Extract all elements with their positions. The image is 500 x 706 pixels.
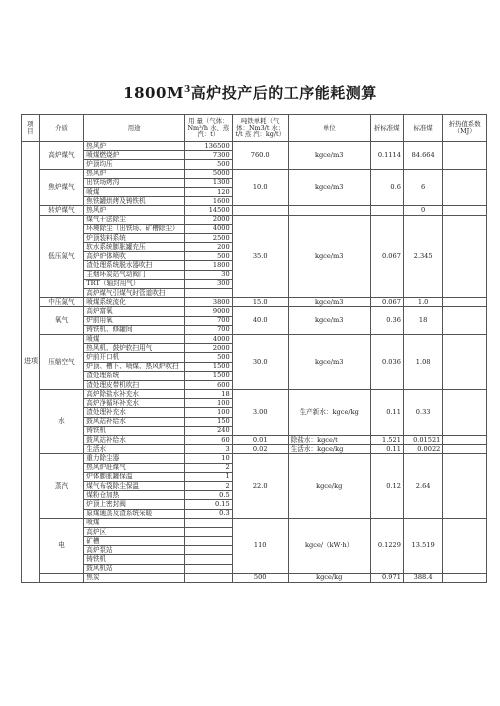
table-row: [22, 307, 487, 316]
amount-cell: [184, 527, 232, 536]
header-amount: 用 量（气体：Nm³/h 水、蒸汽：t）: [184, 115, 232, 142]
coef-cell: 0.067: [370, 215, 403, 298]
amount-cell: 0.5: [184, 491, 232, 500]
coef-cell: 0.36: [370, 307, 403, 335]
use-cell: 喷煤: [84, 334, 185, 343]
use-cell: 渣处理补充水: [84, 408, 185, 417]
std-coal-cell: 6: [403, 169, 442, 206]
std-coal-cell: 18: [403, 307, 442, 335]
use-cell: 渣处理系统脱水器吹扫: [84, 261, 185, 270]
amount-cell: 300: [184, 279, 232, 288]
amount-cell: 2000: [184, 215, 232, 224]
amount-cell: 60: [184, 436, 232, 445]
coef-cell: 0.1114: [370, 142, 403, 170]
use-cell: 高炉煤气引煤气时管道吹扫: [84, 289, 185, 298]
use-cell: 炉前用氧: [84, 316, 185, 325]
heat-coef-cell: [443, 215, 487, 298]
amount-cell: 14500: [184, 206, 232, 215]
use-cell: 喷煤燃烧炉: [84, 151, 185, 160]
unit-cell: kgce/m3: [288, 215, 370, 298]
amount-cell: 9000: [184, 307, 232, 316]
amount-cell: 1500: [184, 362, 232, 371]
header-medium: 介质: [39, 115, 84, 142]
unit-cell: kgce/kg: [288, 573, 370, 582]
amount-cell: 0.3: [184, 509, 232, 518]
unit-consumption-cell: 110: [232, 518, 288, 573]
amount-cell: 3800: [184, 298, 232, 307]
unit-consumption-cell: 22.0: [232, 454, 288, 518]
unit-cell: kgce/m3: [288, 334, 370, 389]
std-coal-cell: 0.01521: [403, 436, 442, 445]
table-row: [22, 142, 487, 151]
std-coal-cell: 0.0022: [403, 445, 442, 454]
unit-cell: [288, 206, 370, 215]
std-coal-cell: 2.64: [403, 454, 442, 518]
unit-cell: kgce/m3: [288, 307, 370, 335]
amount-cell: 18: [184, 390, 232, 399]
std-coal-cell: 1.08: [403, 334, 442, 389]
medium-cell: 转炉煤气: [39, 206, 84, 215]
amount-cell: 3: [184, 445, 232, 454]
table-row: [22, 573, 487, 582]
unit-consumption-cell: 30.0: [232, 334, 288, 389]
amount-cell: 700: [184, 325, 232, 334]
unit-consumption-cell: 3.00: [232, 390, 288, 436]
medium-cell: 蒸汽: [39, 454, 84, 518]
medium-cell: 低压氮气: [39, 215, 84, 298]
use-cell: 煤气布袋除尘保温: [84, 481, 185, 490]
heat-coef-cell: [443, 307, 487, 335]
amount-cell: 10: [184, 454, 232, 463]
amount-cell: 2500: [184, 233, 232, 242]
use-cell: 高炉区: [84, 527, 185, 536]
amount-cell: [184, 564, 232, 573]
use-cell: 重力除尘器: [84, 454, 185, 463]
amount-cell: 100: [184, 408, 232, 417]
heat-coef-cell: [443, 518, 487, 573]
use-cell: 出铁场烤沟: [84, 178, 185, 187]
use-cell: 铸铁机、修罐间: [84, 325, 185, 334]
amount-cell: 1500: [184, 371, 232, 380]
header-use: 用途: [84, 115, 185, 142]
table-row: [22, 445, 487, 454]
amount-cell: 0.15: [184, 500, 232, 509]
table-row: [22, 298, 487, 307]
use-cell: 高炉泵站: [84, 546, 185, 555]
coef-cell: 0.971: [370, 573, 403, 582]
header-unit-consumption: 吨铁单耗（气体：Nm3/t 水：t/t 蒸 汽：kg/t）: [232, 115, 288, 142]
unit-cell: kgce/m3: [288, 142, 370, 170]
use-cell: 高炉富氧: [84, 307, 185, 316]
use-cell: 热风炉: [84, 206, 185, 215]
heat-coef-cell: [443, 334, 487, 389]
amount-cell: 2000: [184, 344, 232, 353]
amount-cell: 2: [184, 463, 232, 472]
use-cell: 鼓风站补给水: [84, 436, 185, 445]
use-cell: 热风炉: [84, 142, 185, 151]
amount-cell: 4000: [184, 224, 232, 233]
amount-cell: 1: [184, 472, 232, 481]
amount-cell: 150: [184, 417, 232, 426]
use-cell: 渣处理皮带机吹扫: [84, 380, 185, 389]
header-row: [22, 115, 487, 142]
medium-cell: 高炉煤气: [39, 142, 84, 170]
amount-cell: 100: [184, 399, 232, 408]
unit-cell: kgce/m3: [288, 298, 370, 307]
medium-cell: 水: [39, 390, 84, 454]
unit-cell: kgce/kg: [288, 454, 370, 518]
use-cell: 炉顶均压: [84, 160, 185, 169]
table-row: [22, 169, 487, 178]
use-cell: 热风炉赶煤气: [84, 463, 185, 472]
heat-coef-cell: [443, 169, 487, 206]
header-std-coal: 标准煤: [403, 115, 442, 142]
use-cell: 铸铁机: [84, 426, 185, 435]
use-cell: 炉体膨胀罐保温: [84, 472, 185, 481]
use-cell: 炉前开口机: [84, 353, 185, 362]
medium-cell: 压缩空气: [39, 334, 84, 389]
table-row: [22, 334, 487, 343]
coef-cell: 0.1229: [370, 518, 403, 573]
heat-coef-cell: [443, 454, 487, 518]
amount-cell: 500: [184, 160, 232, 169]
use-cell: 炉顶装料系统: [84, 233, 185, 242]
amount-cell: [184, 573, 232, 582]
medium-cell: 焦炉煤气: [39, 169, 84, 206]
unit-cell: 生产新水：kgce/kg: [288, 390, 370, 436]
coef-cell: 1.521: [370, 436, 403, 445]
amount-cell: 1300: [184, 178, 232, 187]
coef-cell: 0.067: [370, 298, 403, 307]
heat-coef-cell: [443, 445, 487, 454]
amount-cell: 240: [184, 426, 232, 435]
table-row: [22, 518, 487, 527]
header-heat-coef: 折热值系数（MJ）: [443, 115, 487, 142]
table-row: [22, 454, 487, 463]
heat-coef-cell: [443, 298, 487, 307]
table-row: [22, 215, 487, 224]
use-cell: 喷煤: [84, 187, 185, 196]
coef-cell: 0.12: [370, 454, 403, 518]
amount-cell: [184, 546, 232, 555]
coef-cell: 0.6: [370, 169, 403, 206]
coef-cell: [370, 206, 403, 215]
heat-coef-cell: [443, 436, 487, 445]
unit-consumption-cell: 40.0: [232, 307, 288, 335]
amount-cell: [184, 518, 232, 527]
use-cell: 生活水: [84, 445, 185, 454]
medium-cell: 氧气: [39, 307, 84, 335]
amount-cell: [184, 537, 232, 546]
amount-cell: 30: [184, 270, 232, 279]
energy-consumption-table: [21, 114, 487, 583]
std-coal-cell: 0: [403, 206, 442, 215]
unit-consumption-cell: [232, 206, 288, 215]
unit-consumption-cell: 0.02: [232, 445, 288, 454]
amount-cell: 5000: [184, 169, 232, 178]
std-coal-cell: 388.4: [403, 573, 442, 582]
amount-cell: 1800: [184, 261, 232, 270]
medium-cell: 中压氮气: [39, 298, 84, 307]
use-cell: TRT（轴封用气）: [84, 279, 185, 288]
use-cell: 主烟环炭站气动阀门: [84, 270, 185, 279]
unit-cell: kgce/（kW·h）: [288, 518, 370, 573]
use-cell: 高炉净循环补充水: [84, 399, 185, 408]
table-row: [22, 206, 487, 215]
amount-cell: 7300: [184, 151, 232, 160]
std-coal-cell: 84.664: [403, 142, 442, 170]
heat-coef-cell: [443, 573, 487, 582]
std-coal-cell: 2.345: [403, 215, 442, 298]
use-cell: 喷煤系统流化: [84, 298, 185, 307]
unit-consumption-cell: 500: [232, 573, 288, 582]
medium-cell: [39, 573, 84, 582]
amount-cell: 700: [184, 316, 232, 325]
unit-cell: kgce/m3: [288, 169, 370, 206]
use-cell: 环境除尘（出铁场、矿槽除尘）: [84, 224, 185, 233]
amount-cell: 600: [184, 380, 232, 389]
amount-cell: 500: [184, 252, 232, 261]
heat-coef-cell: [443, 206, 487, 215]
amount-cell: 1600: [184, 197, 232, 206]
std-coal-cell: 1.0: [403, 298, 442, 307]
std-coal-cell: 13.519: [403, 518, 442, 573]
unit-cell: 生活水：kgce/kg: [288, 445, 370, 454]
amount-cell: 136500: [184, 142, 232, 151]
header-project: 项目: [22, 115, 40, 142]
use-cell: 高炉除盐水补充水: [84, 390, 185, 399]
table-row: [22, 436, 487, 445]
header-unit: 单位: [288, 115, 370, 142]
heat-coef-cell: [443, 142, 487, 170]
project-cell: 进项: [22, 142, 40, 583]
std-coal-cell: 0.33: [403, 390, 442, 436]
use-cell: 铸铁机: [84, 555, 185, 564]
use-cell: 喷煤: [84, 518, 185, 527]
use-cell: 煤气干法除尘: [84, 215, 185, 224]
use-cell: 煤粉仓加热: [84, 491, 185, 500]
amount-cell: 200: [184, 243, 232, 252]
use-cell: 炉顶上密封阀: [84, 500, 185, 509]
unit-consumption-cell: 0.01: [232, 436, 288, 445]
unit-cell: 除盐水：kgce/t: [288, 436, 370, 445]
header-coef: 折标准煤: [370, 115, 403, 142]
amount-cell: [184, 555, 232, 564]
table-row: [22, 390, 487, 399]
use-cell: 焦铁罐烘烤及铸铁机: [84, 197, 185, 206]
use-cell: 鼓风站补给水: [84, 417, 185, 426]
unit-consumption-cell: 35.0: [232, 215, 288, 298]
use-cell: 软水系统膨胀罐充压: [84, 243, 185, 252]
medium-cell: 电: [39, 518, 84, 573]
use-cell: 热风机、鼓炉软扫用气: [84, 344, 185, 353]
amount-cell: 500: [184, 353, 232, 362]
amount-cell: 120: [184, 187, 232, 196]
coef-cell: 0.11: [370, 445, 403, 454]
use-cell: 渣处理系统: [84, 371, 185, 380]
use-cell: 矿槽: [84, 537, 185, 546]
amount-cell: 4000: [184, 334, 232, 343]
use-cell: 炉顶、槽下、喷煤、热风炉吹扫: [84, 362, 185, 371]
unit-consumption-cell: 15.0: [232, 298, 288, 307]
unit-consumption-cell: 10.0: [232, 169, 288, 206]
coef-cell: 0.11: [370, 390, 403, 436]
use-cell: 原煤通蒸及渣系统采暖: [84, 509, 185, 518]
use-cell: 焦炭: [84, 573, 185, 582]
unit-consumption-cell: 760.0: [232, 142, 288, 170]
use-cell: 热风炉: [84, 169, 185, 178]
use-cell: 高炉炉体喷吹: [84, 252, 185, 261]
use-cell: 鼓风机站: [84, 564, 185, 573]
page-title: $1800M^3$高炉投产后的工序能耗测算: [123, 84, 377, 102]
amount-cell: [184, 289, 232, 298]
heat-coef-cell: [443, 390, 487, 436]
coef-cell: 0.036: [370, 334, 403, 389]
amount-cell: 2: [184, 481, 232, 490]
